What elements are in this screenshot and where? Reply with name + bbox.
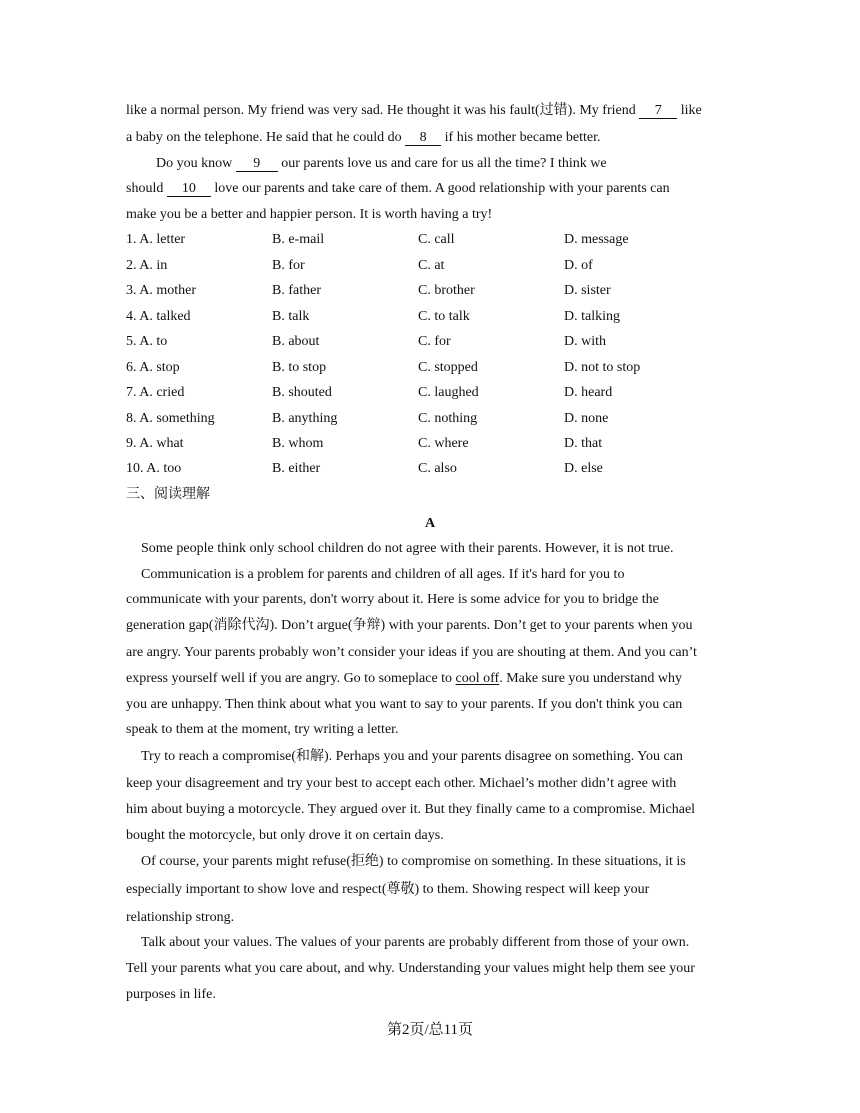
option-a: 3. A. mother: [126, 283, 196, 298]
option-a: 9. A. what: [126, 436, 184, 451]
cloze-line-5: make you be a better and happier person. It is worth having a try!: [126, 207, 493, 222]
paragraph-line: are angry. Your parents probably won’t consider your ideas if you are shouting at them. And you can’t: [126, 645, 697, 660]
paragraph-line: communicate with your parents, don't worry about it. Here is some advice for you to bridge the: [126, 592, 659, 607]
paragraph-line: Tell your parents what you care about, and why. Understanding your values might help them see your: [126, 961, 695, 976]
option-d: D. message: [564, 232, 629, 247]
option-a: 1. A. letter: [126, 232, 186, 247]
blank-8: 8: [405, 130, 441, 146]
option-c: C. laughed: [418, 385, 479, 400]
option-c: C. at: [418, 258, 445, 273]
paragraph-line: generation gap(消除代沟). Don’t argue(争辩) with your parents. Don’t get to your parents when you: [126, 618, 693, 633]
option-b: B. talk: [272, 309, 310, 324]
cloze-line-2: a baby on the telephone. He said that he could do 8 if his mother became better.: [126, 130, 601, 145]
paragraph-line: express yourself well if you are angry. Go to someplace to cool off. Make sure you understand why: [126, 671, 682, 686]
paragraph-line: Of course, your parents might refuse(拒绝) to compromise on something. In these situations, it is: [141, 854, 686, 869]
option-a: 2. A. in: [126, 258, 168, 273]
option-d: D. else: [564, 461, 603, 476]
option-d: D. with: [564, 334, 606, 349]
option-d: D. not to stop: [564, 360, 641, 375]
option-b: B. either: [272, 461, 321, 476]
option-b: B. father: [272, 283, 321, 298]
option-b: B. about: [272, 334, 320, 349]
blank-9: 9: [236, 156, 278, 172]
option-a: 4. A. talked: [126, 309, 191, 324]
blank-7: 7: [639, 103, 677, 119]
paragraph-line: him about buying a motorcycle. They argued over it. But they finally came to a compromise. Michael: [126, 802, 696, 817]
option-c: C. to talk: [418, 309, 470, 324]
option-a: 5. A. to: [126, 334, 168, 349]
option-b: B. whom: [272, 436, 324, 451]
paragraph-line: Communication is a problem for parents and children of all ages. If it's hard for you to: [141, 567, 625, 582]
option-a: 10. A. too: [126, 461, 182, 476]
paragraph-line: keep your disagreement and try your best to accept each other. Michael’s mother didn’t agree with: [126, 776, 677, 791]
option-d: D. talking: [564, 309, 620, 324]
option-d: D. of: [564, 258, 593, 273]
blank-10: 10: [167, 181, 211, 197]
cloze-line-3: Do you know 9 our parents love us and care for us all the time? I think we: [156, 156, 607, 171]
cloze-line-1: like a normal person. My friend was very sad. He thought it was his fault(过错). My friend 7 like: [126, 103, 702, 118]
section-heading: 三、阅读理解: [126, 487, 210, 502]
option-c: C. brother: [418, 283, 475, 298]
paragraph-line: speak to them at the moment, try writing a letter.: [126, 722, 399, 737]
option-c: C. nothing: [418, 411, 478, 426]
paragraph-line: Some people think only school children do not agree with their parents. However, it is not true.: [141, 541, 674, 556]
paragraph-line: bought the motorcycle, but only drove it on certain days.: [126, 828, 444, 843]
paragraph-line: you are unhappy. Then think about what you want to say to your parents. If you don't think you can: [126, 697, 683, 712]
option-d: D. sister: [564, 283, 611, 298]
option-d: D. heard: [564, 385, 613, 400]
option-b: B. anything: [272, 411, 338, 426]
option-b: B. for: [272, 258, 305, 273]
paragraph-line: Try to reach a compromise(和解). Perhaps you and your parents disagree on something. You can: [141, 749, 683, 764]
option-b: B. e-mail: [272, 232, 325, 247]
option-a: 6. A. stop: [126, 360, 180, 375]
option-b: B. to stop: [272, 360, 327, 375]
option-d: D. none: [564, 411, 609, 426]
option-c: C. also: [418, 461, 457, 476]
paragraph-line: purposes in life.: [126, 987, 216, 1002]
option-a: 7. A. cried: [126, 385, 185, 400]
paragraph-line: especially important to show love and respect(尊敬) to them. Showing respect will keep your: [126, 882, 650, 897]
option-c: C. for: [418, 334, 451, 349]
page-number-footer: 第2页/总11页: [386, 1022, 474, 1038]
option-d: D. that: [564, 436, 603, 451]
option-b: B. shouted: [272, 385, 332, 400]
underlined-phrase: cool off: [455, 671, 500, 686]
passage-title: A: [424, 516, 436, 531]
option-c: C. stopped: [418, 360, 478, 375]
option-a: 8. A. something: [126, 411, 215, 426]
option-c: C. where: [418, 436, 469, 451]
option-c: C. call: [418, 232, 455, 247]
cloze-line-4: should 10 love our parents and take care of them. A good relationship with your parents can: [126, 181, 670, 196]
paragraph-line: relationship strong.: [126, 910, 235, 925]
paragraph-line: Talk about your values. The values of your parents are probably different from those of your own.: [141, 935, 690, 950]
